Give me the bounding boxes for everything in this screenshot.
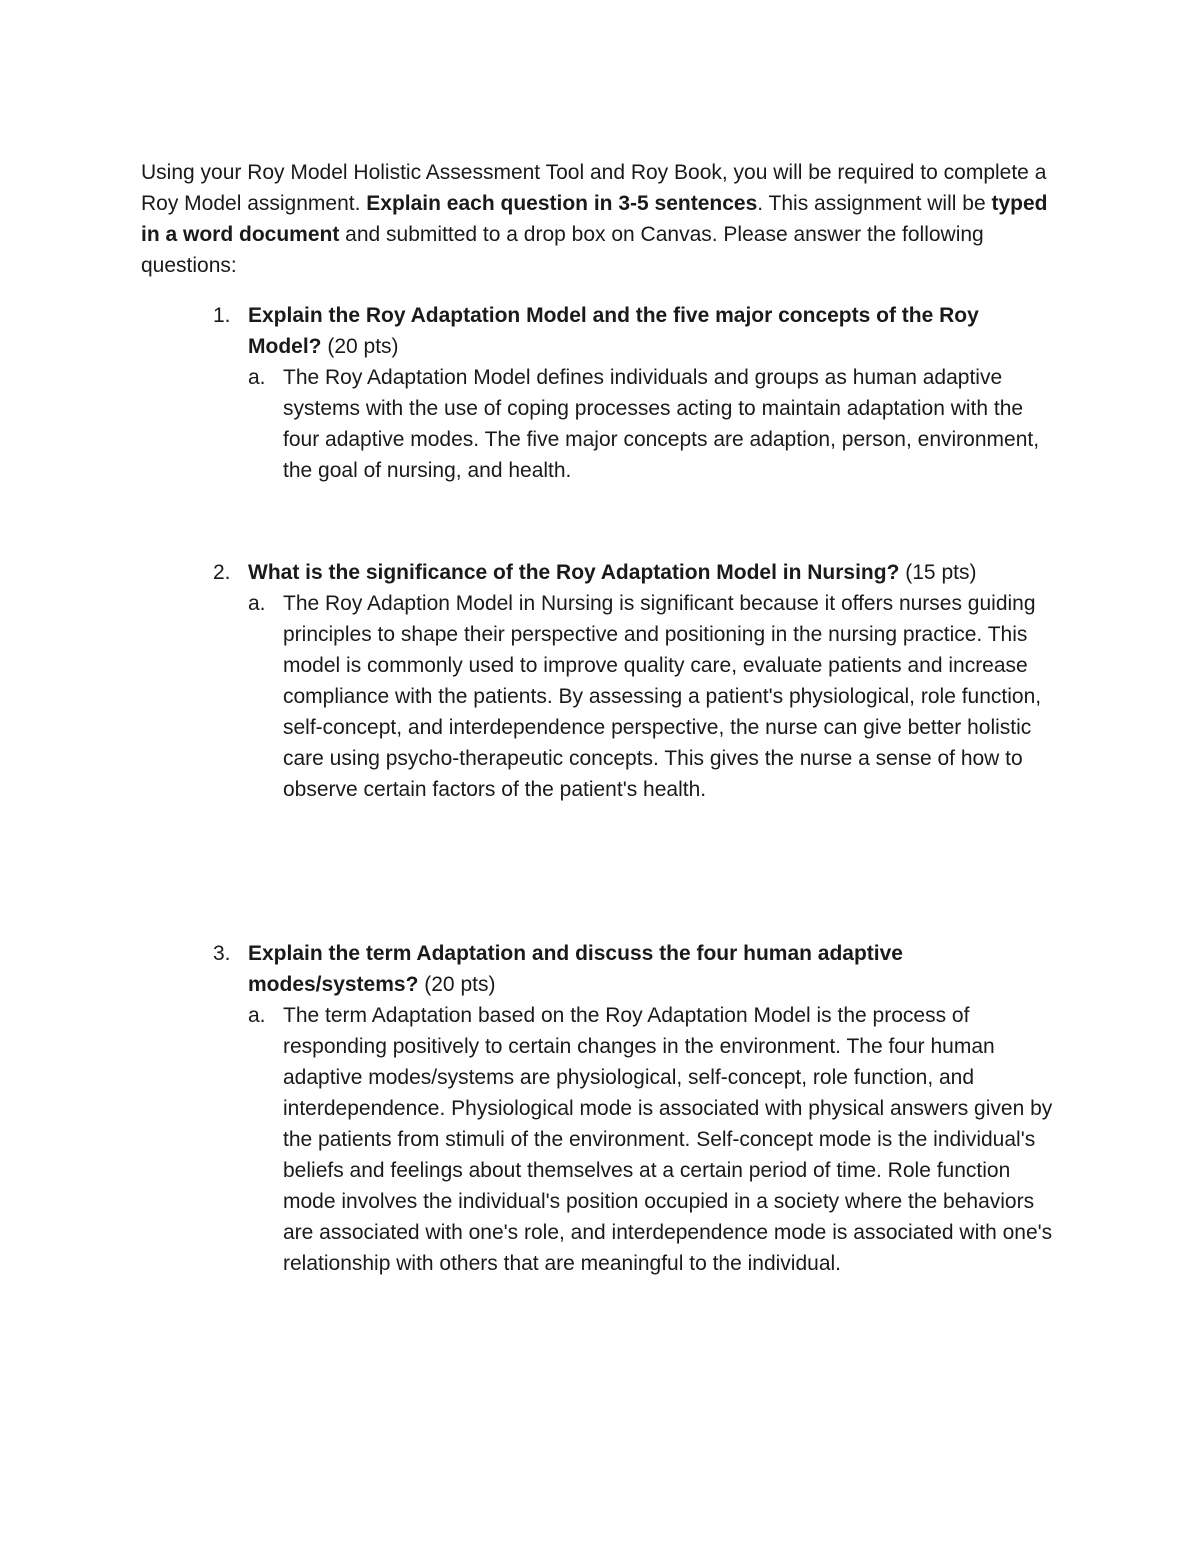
intro-bold-1: Explain each question in 3-5 sentences xyxy=(366,192,758,215)
answer-3 xyxy=(141,1000,1061,1279)
intro-text-2: . This assignment will be xyxy=(757,192,992,215)
answer-2 xyxy=(141,588,1061,805)
question-3-number: 3. xyxy=(213,942,231,965)
intro-paragraph xyxy=(141,157,1061,281)
question-1-number: 1. xyxy=(213,304,231,327)
question-1 xyxy=(141,300,1061,486)
question-3-points: (20 pts) xyxy=(418,973,496,996)
question-2-text: What is the significance of the Roy Adaptation Model in Nursing? xyxy=(248,561,900,584)
question-1-points: (20 pts) xyxy=(321,335,399,358)
answer-2-text: The Roy Adaption Model in Nursing is significant because it offers nurses guiding principles to shape their perspective and positioning in the nursing practice. This model is commonly used to improve quality care, evaluate patients and increase compliance with the patients. By assessing a patient's physiological, role function, self-concept, and interdependence perspective, the nurse can give better holistic care using psycho-therapeutic concepts. This gives the nurse a sense of how to observe certain factors of the patient's health. xyxy=(283,592,1042,801)
question-1-text: Explain the Roy Adaptation Model and the five major concepts of the Roy Model? xyxy=(248,304,979,358)
answer-1 xyxy=(141,362,1061,486)
intro-text-1: Using your Roy Model Holistic Assessment Tool and Roy Book, you will be required to complete a Roy Model assignment. xyxy=(141,161,1047,215)
question-2-points: (15 pts) xyxy=(899,561,977,584)
answer-3-letter: a. xyxy=(248,1004,266,1027)
answer-1-letter: a. xyxy=(248,366,266,389)
answer-2-letter: a. xyxy=(248,592,266,615)
intro-text-3: and submitted to a drop box on Canvas. Please answer the following questions: xyxy=(141,223,984,277)
question-2 xyxy=(141,557,1061,805)
answer-3-text: The term Adaptation based on the Roy Adaptation Model is the process of responding positively to certain changes in the environment. The four human adaptive modes/systems are physiological, self-concept, role function, and interdependence. Physiological mode is associated with physical answers given by the patients from stimuli of the environment. Self-concept mode is the individual's beliefs and feelings about themselves at a certain period of time. Role function mode involves the individual's position occupied in a society where the behaviors are associated with one's role, and interdependence mode is associated with one's relationship with others that are meaningful to the individual. xyxy=(283,1004,1053,1275)
intro-bold-2: typed in a word document xyxy=(141,192,1048,246)
question-2-prompt xyxy=(141,557,1061,588)
answer-1-text: The Roy Adaptation Model defines individuals and groups as human adaptive systems with the use of coping processes acting to maintain adaptation with the four adaptive modes. The five major concepts are adaption, person, environment, the goal of nursing, and health. xyxy=(283,366,1040,482)
question-2-number: 2. xyxy=(213,561,231,584)
question-1-prompt xyxy=(141,300,1061,362)
question-3-prompt xyxy=(141,938,1061,1000)
question-3-text: Explain the term Adaptation and discuss the four human adaptive modes/systems? xyxy=(248,942,903,996)
question-3 xyxy=(141,938,1061,1279)
